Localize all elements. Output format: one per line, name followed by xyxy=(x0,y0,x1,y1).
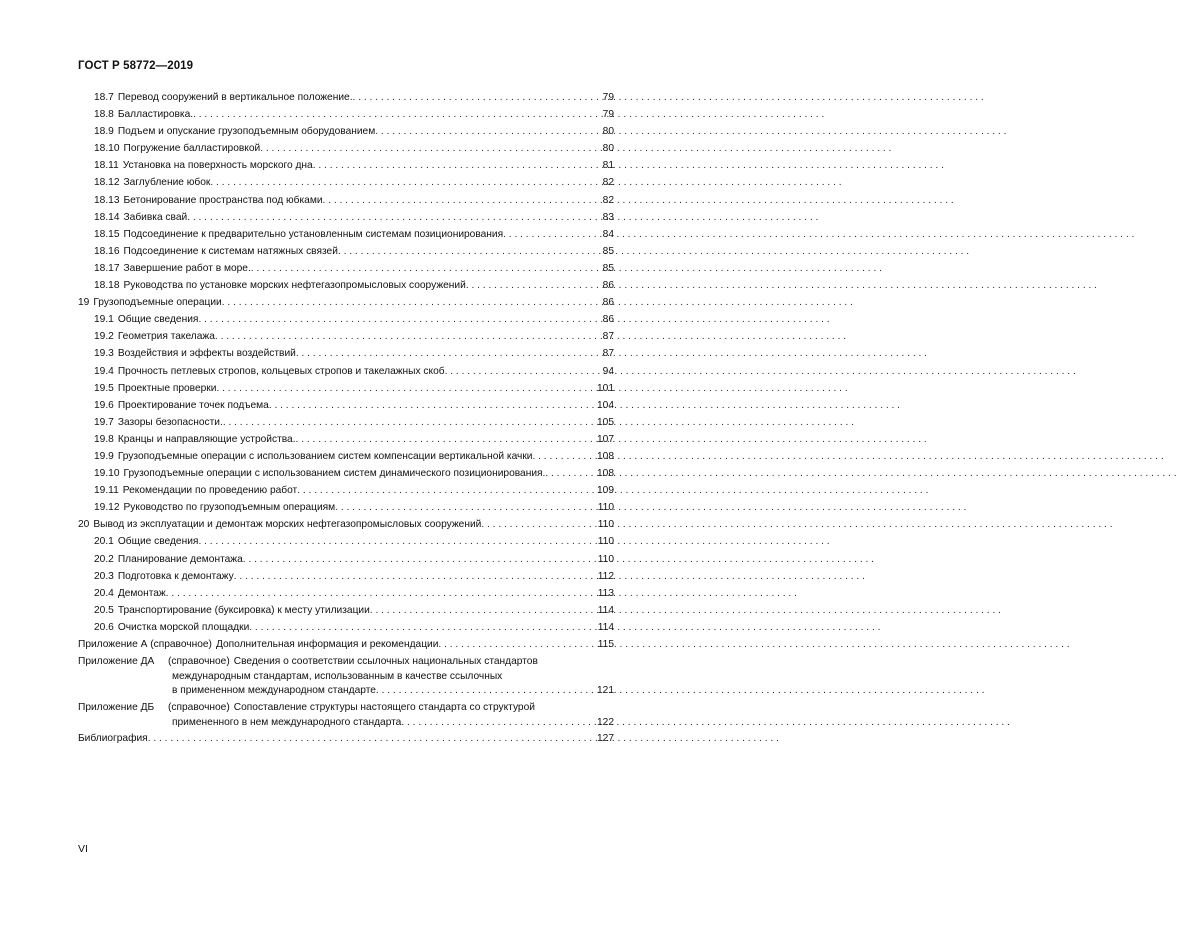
toc-entry-title: Зазоры безопасности. xyxy=(117,416,223,428)
toc-entry-number: 18.16 xyxy=(94,245,120,257)
toc-entry[interactable] xyxy=(78,585,614,602)
toc-entry-page: 84 xyxy=(602,228,614,240)
toc-entry-page: 104 xyxy=(597,399,614,411)
toc-entry-page: 114 xyxy=(597,621,614,633)
dot-leader xyxy=(338,243,603,260)
toc-entry-number: Приложение А (справочное) xyxy=(78,639,212,650)
dot-leader xyxy=(223,414,597,431)
toc-entry-page: 110 xyxy=(597,519,614,531)
toc-entry[interactable] xyxy=(78,89,614,106)
toc-entry-number: 20.3 xyxy=(94,570,114,582)
toc-entry[interactable] xyxy=(78,363,614,380)
toc-entry-title: Подготовка к демонтажу xyxy=(117,570,234,582)
toc-entry-page: 83 xyxy=(602,211,614,223)
toc-entry[interactable] xyxy=(78,106,614,123)
toc-entry-title: Подсоединение к предварительно установленным системам позиционирования xyxy=(123,228,504,240)
toc-entry-title: Планирование демонтажа xyxy=(117,553,243,565)
dot-leader xyxy=(313,157,603,174)
toc-entry-number: 19.10 xyxy=(94,468,120,480)
toc-entry[interactable] xyxy=(78,397,614,414)
toc-entry[interactable] xyxy=(78,516,614,533)
dot-leader xyxy=(353,89,603,106)
dot-leader xyxy=(445,363,603,380)
toc-entry-title: Демонтаж xyxy=(117,587,166,599)
dot-leader xyxy=(466,277,603,294)
toc-entry-title: Библиография xyxy=(78,733,148,745)
toc-entry-title: Кранцы и направляющие устройства. xyxy=(117,433,296,445)
toc-entry-page: 110 xyxy=(597,536,614,548)
toc-entry-title: Руководство по грузоподъемным операциям xyxy=(123,502,336,514)
dot-leader xyxy=(297,482,597,499)
toc-entry[interactable] xyxy=(78,294,614,311)
toc-entry[interactable] xyxy=(78,209,614,226)
toc-entry-title: Проектирование точек подъема xyxy=(117,399,269,411)
toc-entry-number: 19.6 xyxy=(94,399,114,411)
toc-entry-page: 105 xyxy=(597,416,614,428)
toc-entry-number: 18.15 xyxy=(94,228,120,240)
toc-entry[interactable] xyxy=(78,260,614,277)
toc-entry[interactable] xyxy=(78,414,614,431)
toc-entry-page: 80 xyxy=(602,126,614,138)
toc-entry-number: 19.2 xyxy=(94,331,114,343)
toc-entry[interactable] xyxy=(78,482,614,499)
toc-entry-number: 20.4 xyxy=(94,587,114,599)
toc-entry[interactable] xyxy=(78,619,614,636)
toc-entry-number: 20.5 xyxy=(94,604,114,616)
dot-leader xyxy=(249,619,597,636)
toc-entry[interactable] xyxy=(78,431,614,448)
toc-entry-page: 110 xyxy=(597,553,614,565)
toc-entry-title: Очистка морской площадки xyxy=(117,621,250,633)
toc-entry-number: 19.9 xyxy=(94,450,114,462)
toc-entry-page: 115 xyxy=(597,639,614,650)
toc-entry[interactable] xyxy=(78,277,614,294)
appendix-title-line: примененного в нем международного стандарта xyxy=(172,716,402,728)
appendix-title-line: международным стандартам, использованным в качестве ссылочных xyxy=(172,671,503,683)
dot-leader xyxy=(234,568,598,585)
dot-leader xyxy=(166,585,598,602)
toc-entry-page: 94 xyxy=(602,365,614,377)
toc-entry-number: 19.11 xyxy=(94,485,119,497)
toc-entry[interactable] xyxy=(78,465,614,482)
toc-entry-page: 112 xyxy=(597,570,614,582)
toc-entry-page: 87 xyxy=(602,348,614,360)
dot-leader xyxy=(251,260,603,277)
dot-leader xyxy=(370,602,598,619)
toc-entry-number: 19.1 xyxy=(94,314,114,326)
dot-leader xyxy=(296,431,597,448)
toc-entry-bibliography[interactable] xyxy=(78,730,614,747)
toc-entry-number: 18.18 xyxy=(94,280,120,292)
toc-entry-title: Завершение работ в море. xyxy=(123,262,251,274)
toc-entry-number: 20.2 xyxy=(94,553,114,565)
toc-entry-title: Вывод из эксплуатации и демонтаж морских нефтегазопромысловых сооружений xyxy=(93,519,482,531)
toc-entry-page: 79 xyxy=(602,92,614,103)
dot-leader xyxy=(503,226,603,243)
toc-appendix-entry[interactable] xyxy=(78,653,614,699)
toc-entry-title: Установка на поверхность морского дна xyxy=(122,160,313,172)
dot-leader xyxy=(148,730,597,747)
toc-entry-number: 18.9 xyxy=(94,126,114,138)
toc-entry-number: 19.12 xyxy=(94,502,120,514)
toc-appendix-entry[interactable] xyxy=(78,699,614,731)
toc-entry-page: 85 xyxy=(602,262,614,274)
toc-entry-page: 114 xyxy=(597,604,614,616)
toc-entry[interactable] xyxy=(78,345,614,362)
toc-entry-number: 20.6 xyxy=(94,621,114,633)
dot-leader xyxy=(335,499,598,516)
toc-entry-page: 87 xyxy=(602,331,614,343)
toc-entry-title: Заглубление юбок xyxy=(123,177,211,189)
dot-leader xyxy=(215,328,603,345)
toc-entry-title: Грузоподъемные операции с использованием систем компенсации вертикальной качки xyxy=(117,450,533,462)
toc-entry[interactable] xyxy=(78,311,614,328)
dot-leader xyxy=(198,533,597,550)
toc-entry[interactable] xyxy=(78,568,614,585)
toc-entry-page: 109 xyxy=(597,485,614,497)
document-header: ГОСТ Р 58772—2019 xyxy=(78,60,194,72)
toc-entry-page: 79 xyxy=(602,109,614,121)
toc-entry-page: 122 xyxy=(597,716,614,728)
toc-entry[interactable] xyxy=(78,499,614,516)
dot-leader xyxy=(193,106,603,123)
toc-entry[interactable] xyxy=(78,602,614,619)
table-of-contents xyxy=(78,89,614,747)
toc-entry-number: 19.7 xyxy=(94,416,114,428)
toc-entry-page: 108 xyxy=(597,468,614,480)
toc-entry[interactable] xyxy=(78,551,614,568)
toc-entry[interactable] xyxy=(78,328,614,345)
toc-entry-title: Транспортирование (буксировка) к месту утилизации xyxy=(117,604,370,616)
toc-entry-page: 101 xyxy=(597,382,614,394)
toc-entry-title: Забивка свай xyxy=(123,211,188,223)
toc-entry-number: 18.14 xyxy=(94,211,120,223)
appendix-label: Приложение ДБ xyxy=(78,701,155,713)
toc-entry-title: Геометрия такелажа xyxy=(117,331,215,343)
toc-entry-number: 19 xyxy=(78,297,90,309)
toc-entry-page: 127 xyxy=(597,733,614,745)
toc-entry-page: 85 xyxy=(602,245,614,257)
appendix-title-line: Сведения о соответствии ссылочных национальных стандартов xyxy=(233,656,538,668)
toc-entry-title: Подъем и опускание грузоподъемным оборудованием xyxy=(117,126,376,138)
toc-entry-number: 19.5 xyxy=(94,382,114,394)
toc-entry-title: Грузоподъемные операции xyxy=(93,297,222,309)
toc-entry-number: 18.13 xyxy=(94,194,120,206)
toc-entry-page: 81 xyxy=(602,160,614,172)
appendix-type: (справочное) xyxy=(168,656,230,668)
dot-leader xyxy=(296,345,603,362)
dot-leader xyxy=(260,140,602,157)
toc-entry-title: Воздействия и эффекты воздействий xyxy=(117,348,296,360)
toc-entry-page: 86 xyxy=(602,314,614,326)
toc-entry[interactable] xyxy=(78,243,614,260)
toc-entry-title: Погружение балластировкой xyxy=(123,143,261,155)
toc-entry-number: 20.1 xyxy=(94,536,114,548)
page-number: VI xyxy=(78,843,88,855)
dot-leader xyxy=(210,174,602,191)
appendix-type: (справочное) xyxy=(168,701,230,713)
toc-entry-title: Перевод сооружений в вертикальное положение. xyxy=(117,92,353,103)
toc-entry-number: 18.8 xyxy=(94,109,114,121)
appendix-title-line: в примененном международном стандарте xyxy=(172,685,376,697)
dot-leader xyxy=(216,380,597,397)
toc-entry[interactable] xyxy=(78,533,614,550)
toc-entry-title: Прочность петлевых стропов, кольцевых стропов и такелажных скоб xyxy=(117,365,445,377)
toc-entry-page: 108 xyxy=(597,450,614,462)
toc-entry-page: 82 xyxy=(602,194,614,206)
dot-leader xyxy=(401,716,597,731)
toc-entry-title: Бетонирование пространства под юбками xyxy=(123,194,323,206)
toc-entry[interactable] xyxy=(78,448,614,465)
dot-leader xyxy=(376,684,597,699)
toc-entry[interactable] xyxy=(78,140,614,157)
toc-entry-page: 80 xyxy=(602,143,614,155)
toc-entry[interactable] xyxy=(78,226,614,243)
toc-entry-number: 20 xyxy=(78,519,90,531)
toc-entry[interactable] xyxy=(78,636,614,653)
toc-entry[interactable] xyxy=(78,192,614,209)
dot-leader xyxy=(187,209,602,226)
appendix-title-line: Сопоставление структуры настоящего стандарта со структурой xyxy=(233,701,535,713)
toc-entry-number: 18.10 xyxy=(94,143,120,155)
dot-leader xyxy=(532,448,597,465)
toc-entry-number: 18.7 xyxy=(94,92,114,103)
toc-entry-title: Рекомендации по проведению работ xyxy=(122,485,298,497)
toc-entry-title: Общие сведения xyxy=(117,536,199,548)
toc-entry-page: 107 xyxy=(597,433,614,445)
dot-leader xyxy=(269,397,597,414)
toc-entry-page: 113 xyxy=(597,587,614,599)
toc-entry-title: Руководства по установке морских нефтегазопромысловых сооружений xyxy=(123,280,466,292)
toc-entry-title: Балластировка. xyxy=(117,109,194,121)
toc-entry[interactable] xyxy=(78,380,614,397)
dot-leader xyxy=(375,123,602,140)
dot-leader xyxy=(222,294,603,311)
toc-entry-title: Дополнительная информация и рекомендации xyxy=(215,639,439,650)
toc-entry-number: 18.12 xyxy=(94,177,120,189)
toc-entry-number: 19.4 xyxy=(94,365,114,377)
toc-entry-title: Подсоединение к системам натяжных связей xyxy=(123,245,338,257)
toc-entry[interactable] xyxy=(78,174,614,191)
dot-leader xyxy=(243,551,598,568)
toc-entry-number: 19.3 xyxy=(94,348,114,360)
toc-entry-number: 18.11 xyxy=(94,160,119,172)
dot-leader xyxy=(198,311,602,328)
toc-entry-page: 82 xyxy=(602,177,614,189)
dot-leader xyxy=(481,516,597,533)
toc-entry-title: Грузоподъемные операции с использованием систем динамического позиционирования. xyxy=(123,468,546,480)
toc-entry-page: 110 xyxy=(597,502,614,514)
dot-leader xyxy=(545,465,597,482)
toc-entry-page: 86 xyxy=(602,280,614,292)
toc-entry[interactable] xyxy=(78,123,614,140)
dot-leader xyxy=(323,192,603,209)
toc-entry[interactable] xyxy=(78,157,614,174)
dot-leader xyxy=(438,636,597,653)
toc-entry-title: Общие сведения xyxy=(117,314,199,326)
toc-entry-title: Проектные проверки xyxy=(117,382,217,394)
toc-entry-page: 121 xyxy=(597,685,614,697)
appendix-label: Приложение ДА xyxy=(78,656,155,668)
toc-entry-number: 19.8 xyxy=(94,433,114,445)
toc-entry-page: 86 xyxy=(602,297,614,309)
toc-entry-number: 18.17 xyxy=(94,262,120,274)
